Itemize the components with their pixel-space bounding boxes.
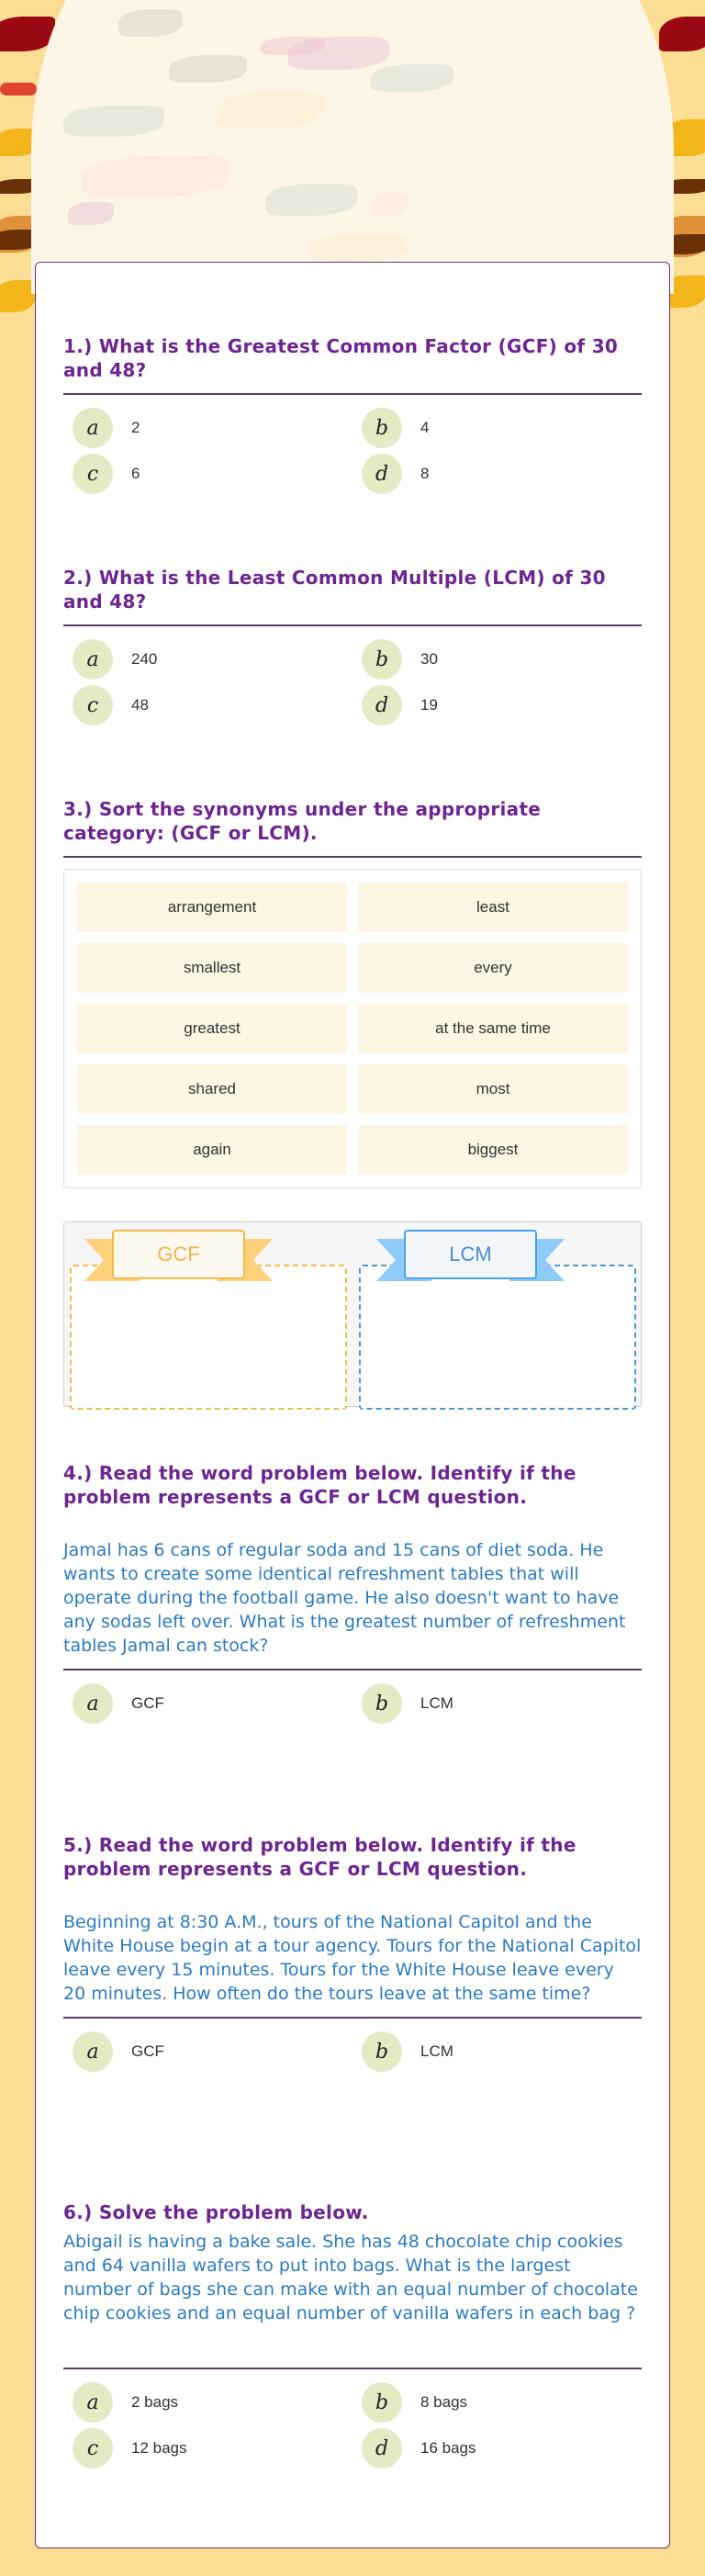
option-d[interactable]: [352, 454, 642, 494]
option-letter-badge: a: [73, 639, 113, 680]
option-letter-badge: c: [73, 2428, 113, 2469]
option-letter-badge: a: [73, 2382, 113, 2423]
question-3: [63, 797, 642, 1407]
question-title: 5.) Read the word problem below. Identify if the problem represents a GCF or LCM question.: [63, 1834, 576, 1880]
answer-options: [63, 408, 642, 494]
header-arch: [31, 0, 674, 294]
option-label: LCM: [420, 2042, 453, 2060]
question-title: 2.) What is the Least Common Multiple (LCM) of 30 and 48?: [63, 567, 606, 613]
option-letter-badge: b: [362, 1683, 402, 1724]
quiz-card: [35, 262, 670, 2548]
option-label: 12 bags: [131, 2439, 187, 2457]
draggable-word-chip[interactable]: biggest: [358, 1125, 628, 1175]
divider: [63, 2368, 642, 2369]
sortable-word-bank: [63, 869, 642, 1188]
gcf-ribbon: [84, 1230, 273, 1288]
question-4: [63, 1461, 642, 1724]
option-label: 30: [420, 650, 438, 668]
option-letter-badge: a: [73, 2031, 113, 2072]
option-a[interactable]: [63, 639, 352, 680]
option-letter-badge: b: [362, 2031, 402, 2072]
draggable-word-chip[interactable]: most: [358, 1064, 628, 1114]
option-label: 6: [131, 465, 140, 482]
divider: [63, 856, 642, 858]
option-letter-badge: c: [73, 454, 113, 494]
option-letter-badge: c: [73, 685, 113, 726]
option-label: 240: [131, 650, 158, 668]
option-d[interactable]: [352, 2428, 642, 2469]
lcm-ribbon: [376, 1230, 565, 1288]
draggable-word-chip[interactable]: greatest: [77, 1004, 347, 1053]
question-6: [63, 2200, 642, 2469]
word-problem-text: Jamal has 6 cans of regular soda and 15 cans of diet soda. He wants to create some identical refreshment tables that will operate during the football game. He also doesn't want to have any sodas left over. What is the greatest number of refreshment tables Jamal can stock?: [63, 1540, 626, 1656]
option-letter-badge: d: [362, 2428, 402, 2469]
option-b[interactable]: [352, 639, 642, 680]
lcm-label: LCM: [404, 1230, 537, 1279]
option-label: 8 bags: [420, 2393, 468, 2411]
option-label: GCF: [131, 1694, 164, 1712]
answer-options: [63, 1683, 642, 1724]
answer-options: [63, 639, 642, 726]
draggable-word-chip[interactable]: least: [358, 883, 628, 932]
divider: [63, 1669, 642, 1670]
question-title: 6.) Solve the problem below.: [63, 2201, 369, 2223]
divider: [63, 2017, 642, 2019]
divider: [63, 393, 642, 395]
option-letter-badge: d: [362, 454, 402, 494]
option-label: GCF: [131, 2042, 164, 2060]
question-2: [63, 566, 642, 726]
option-letter-badge: a: [73, 1683, 113, 1724]
option-letter-badge: b: [362, 2382, 402, 2423]
option-a[interactable]: [63, 2382, 352, 2423]
option-label: LCM: [420, 1694, 453, 1712]
leaf-decoration: [659, 17, 705, 51]
draggable-word-chip[interactable]: arrangement: [77, 883, 347, 932]
option-b[interactable]: [352, 2031, 642, 2072]
option-b[interactable]: [352, 408, 642, 448]
draggable-word-chip[interactable]: again: [77, 1125, 347, 1175]
option-c[interactable]: [63, 685, 352, 726]
draggable-word-chip[interactable]: at the same time: [358, 1004, 628, 1053]
divider: [63, 624, 642, 626]
option-letter-badge: b: [362, 408, 402, 448]
option-c[interactable]: [63, 454, 352, 494]
option-label: 8: [420, 465, 430, 482]
draggable-word-chip[interactable]: shared: [77, 1064, 347, 1114]
option-label: 16 bags: [420, 2439, 476, 2457]
option-letter-badge: d: [362, 685, 402, 726]
option-a[interactable]: [63, 408, 352, 448]
option-label: 2 bags: [131, 2393, 179, 2411]
question-title: 4.) Read the word problem below. Identify if the problem represents a GCF or LCM question.: [63, 1462, 576, 1508]
option-b[interactable]: [352, 2382, 642, 2423]
question-1: [63, 334, 642, 494]
draggable-word-chip[interactable]: smallest: [77, 943, 347, 993]
word-problem-text: Abigail is having a bake sale. She has 48 chocolate chip cookies and 64 vanilla wafers to put into bags. What is the largest number of bags she can make with an equal number of chocolate chip cookies and an equal number of vanilla wafers in each bag ?: [63, 2232, 638, 2323]
question-title: 1.) What is the Greatest Common Factor (GCF) of 30 and 48?: [63, 335, 619, 381]
category-buckets: [63, 1221, 642, 1407]
option-label: 2: [131, 419, 140, 436]
draggable-word-chip[interactable]: every: [358, 943, 628, 993]
berry-decoration: [0, 83, 37, 96]
option-label: 4: [420, 419, 430, 436]
word-problem-text: Beginning at 8:30 A.M., tours of the National Capitol and the White House begin at a tour agency. Tours for the National Capitol leave every 15 minutes. Tours for the White House leave every 20 minutes. How often do the tours leave at the same time?: [63, 1912, 642, 2004]
option-letter-badge: a: [73, 408, 113, 448]
option-label: 19: [420, 696, 438, 714]
answer-options: [63, 2031, 642, 2072]
question-5: [63, 1833, 642, 2072]
option-b[interactable]: [352, 1683, 642, 1724]
option-c[interactable]: [63, 2428, 352, 2469]
gcf-label: GCF: [112, 1230, 245, 1279]
option-d[interactable]: [352, 685, 642, 726]
answer-options: [63, 2382, 642, 2469]
option-label: 48: [131, 696, 149, 714]
question-title: 3.) Sort the synonyms under the appropriate category: (GCF or LCM).: [63, 798, 542, 844]
option-a[interactable]: [63, 1683, 352, 1724]
option-a[interactable]: [63, 2031, 352, 2072]
option-letter-badge: b: [362, 639, 402, 680]
